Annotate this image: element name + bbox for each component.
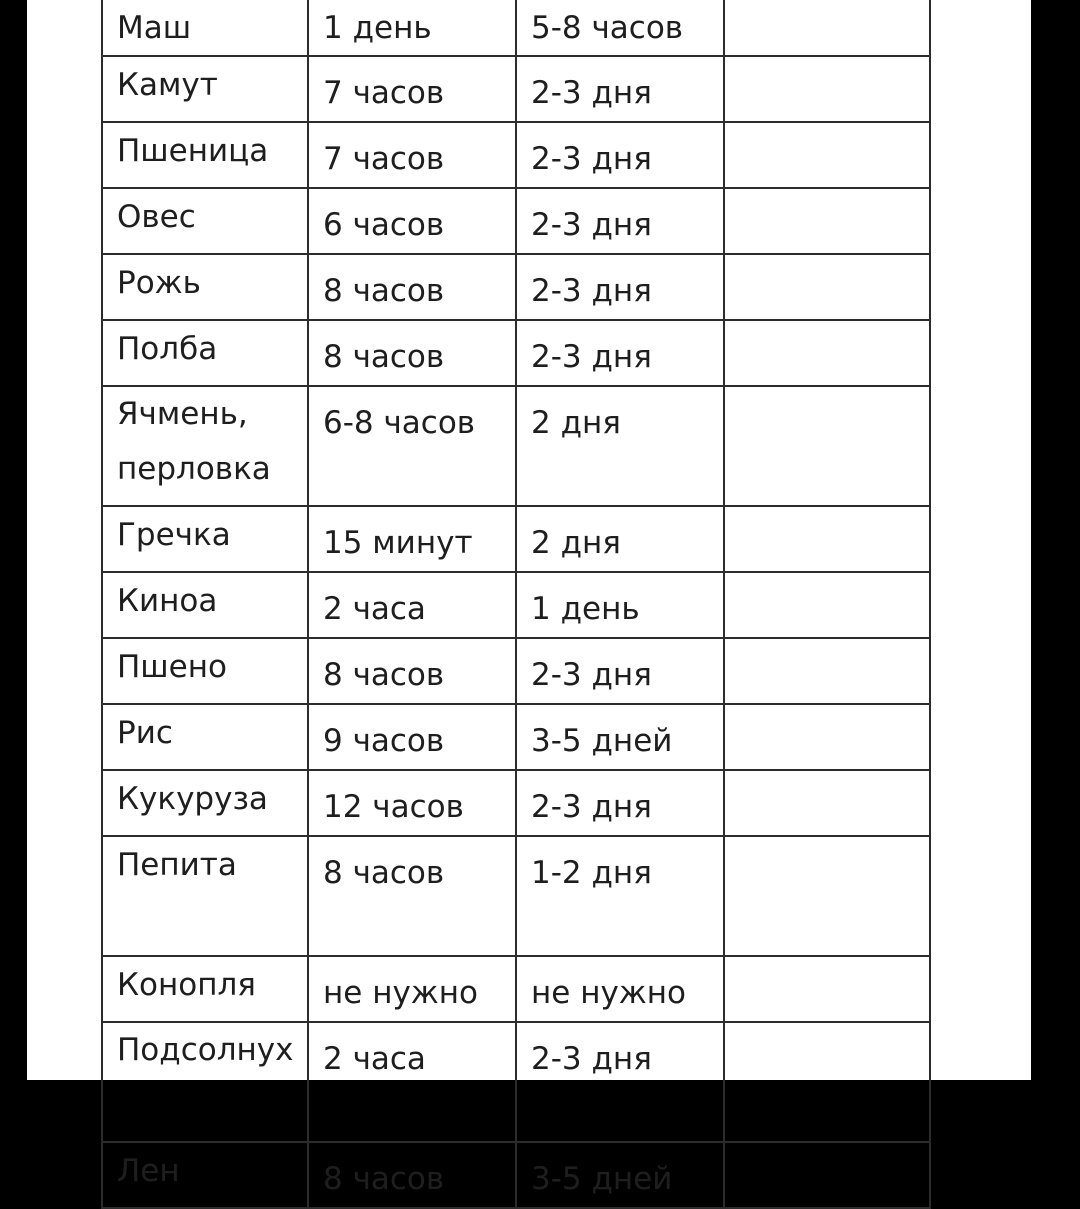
table-row	[102, 506, 930, 572]
note-cell	[724, 638, 930, 704]
sprout-cell: 3-5 дней	[516, 1142, 724, 1208]
name-cell: Овес	[102, 188, 308, 254]
sprout-cell: 2-3 дня	[516, 188, 724, 254]
soak-cell: 9 часов	[308, 704, 516, 770]
sprout-cell: 2-3 дня	[516, 1022, 724, 1142]
soak-cell: 15 минут	[308, 506, 516, 572]
soak-cell: 1 день	[308, 0, 516, 56]
name-cell: Пшеница	[102, 122, 308, 188]
soak-cell: 6 часов	[308, 188, 516, 254]
name-cell: Гречка	[102, 506, 308, 572]
sprout-cell: не нужно	[516, 956, 724, 1022]
note-cell	[724, 254, 930, 320]
note-cell	[724, 188, 930, 254]
note-cell	[724, 0, 930, 56]
name-cell: Рожь	[102, 254, 308, 320]
table-row	[102, 836, 930, 956]
note-cell	[724, 506, 930, 572]
soak-cell: 8 часов	[308, 254, 516, 320]
soak-cell: 7 часов	[308, 56, 516, 122]
name-cell: Камут	[102, 56, 308, 122]
table-row	[102, 386, 930, 506]
name-cell: Рис	[102, 704, 308, 770]
note-cell	[724, 572, 930, 638]
soak-cell: 2 часа	[308, 572, 516, 638]
sprout-cell: 2 дня	[516, 386, 724, 506]
name-cell: Пшено	[102, 638, 308, 704]
note-cell	[724, 1022, 930, 1142]
document-page	[27, 0, 1031, 1197]
table-row	[102, 0, 930, 56]
table-row	[102, 704, 930, 770]
sprout-cell: 2 дня	[516, 506, 724, 572]
table-row	[102, 188, 930, 254]
name-cell: Подсолнух	[102, 1022, 308, 1142]
table-row	[102, 320, 930, 386]
soak-cell: 8 часов	[308, 320, 516, 386]
sprouting-table	[101, 0, 931, 1209]
sprout-cell: 1 день	[516, 572, 724, 638]
soak-cell: 2 часа	[308, 1022, 516, 1142]
sprout-cell: 2-3 дня	[516, 122, 724, 188]
table-row	[102, 638, 930, 704]
sprout-cell: 1-2 дня	[516, 836, 724, 956]
name-cell: Кукуруза	[102, 770, 308, 836]
note-cell	[724, 320, 930, 386]
note-cell	[724, 704, 930, 770]
table-row	[102, 770, 930, 836]
sprout-cell: 5-8 часов	[516, 0, 724, 56]
soak-cell: не нужно	[308, 956, 516, 1022]
name-cell: Лен	[102, 1142, 308, 1208]
soak-cell: 8 часов	[308, 836, 516, 956]
table-row	[102, 1142, 930, 1208]
sprout-cell: 2-3 дня	[516, 320, 724, 386]
table-row	[102, 572, 930, 638]
note-cell	[724, 122, 930, 188]
note-cell	[724, 386, 930, 506]
sprout-cell: 2-3 дня	[516, 638, 724, 704]
soak-cell: 12 часов	[308, 770, 516, 836]
note-cell	[724, 1142, 930, 1208]
soak-cell: 8 часов	[308, 1142, 516, 1208]
name-cell: Маш	[102, 0, 308, 56]
note-cell	[724, 56, 930, 122]
note-cell	[724, 956, 930, 1022]
sprout-cell: 3-5 дней	[516, 704, 724, 770]
name-cell: Киноа	[102, 572, 308, 638]
table-row	[102, 122, 930, 188]
sprout-cell: 2-3 дня	[516, 56, 724, 122]
name-cell: Пепита	[102, 836, 308, 956]
soak-cell: 7 часов	[308, 122, 516, 188]
name-cell: Полба	[102, 320, 308, 386]
table-row	[102, 1022, 930, 1142]
name-cell: Конопля	[102, 956, 308, 1022]
table-row	[102, 254, 930, 320]
sprout-cell: 2-3 дня	[516, 254, 724, 320]
note-cell	[724, 836, 930, 956]
sprout-cell: 2-3 дня	[516, 770, 724, 836]
table-row	[102, 56, 930, 122]
soak-cell: 6-8 часов	[308, 386, 516, 506]
name-cell: Ячмень, перловка	[102, 386, 308, 506]
table-row	[102, 956, 930, 1022]
soak-cell: 8 часов	[308, 638, 516, 704]
note-cell	[724, 770, 930, 836]
